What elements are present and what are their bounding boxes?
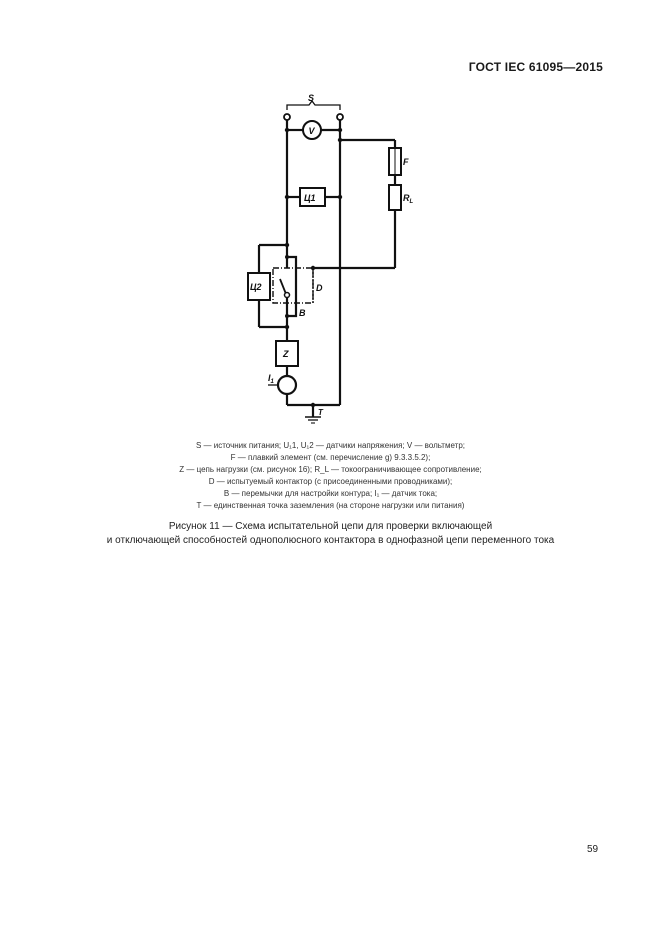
figure-caption xyxy=(0,520,661,548)
document-header-standard: ГОСТ IEC 61095—2015 xyxy=(468,60,603,74)
circuit-diagram xyxy=(0,0,661,430)
figure-legend xyxy=(0,440,661,512)
legend-line: D — испытуемый контактор (с присоединенными проводниками); xyxy=(208,477,453,486)
label-i1: $I_1$ xyxy=(268,373,274,385)
label-rl: $R_L$ xyxy=(403,193,414,205)
legend-line: S — источник питания; U₁1, U₁2 — датчики напряжения; V — вольтметр; xyxy=(195,441,465,450)
label-u1: Ц1 xyxy=(304,193,316,203)
label-b: B xyxy=(299,308,306,318)
label-d: D xyxy=(316,283,323,293)
label-v: V xyxy=(308,126,315,136)
label-z: Z xyxy=(283,349,289,359)
label-u2: Ц2 xyxy=(250,282,262,292)
page-number: 59 xyxy=(587,844,599,855)
legend-line: F — плавкий элемент (см. перечисление g) 9.3.3.5.2); xyxy=(230,453,431,462)
label-f: F xyxy=(403,157,409,167)
label-t: T xyxy=(318,408,323,417)
legend-line: B — перемычки для настройки контура; I₁ — датчик тока; xyxy=(223,489,438,498)
caption-line-2: и отключающей способностей однополюсного контактора в однофазной цепи переменного тока xyxy=(106,535,555,546)
label-s: S xyxy=(308,93,315,103)
legend-line: T — единственная точка заземления (на стороне нагрузки или питания) xyxy=(196,501,465,510)
legend-line: Z — цепь нагрузки (см. рисунок 16); R_L — токоограничивающее сопротивление; xyxy=(179,465,482,474)
caption-line-1: Рисунок 11 — Схема испытательной цепи для проверки включающей xyxy=(168,521,493,532)
